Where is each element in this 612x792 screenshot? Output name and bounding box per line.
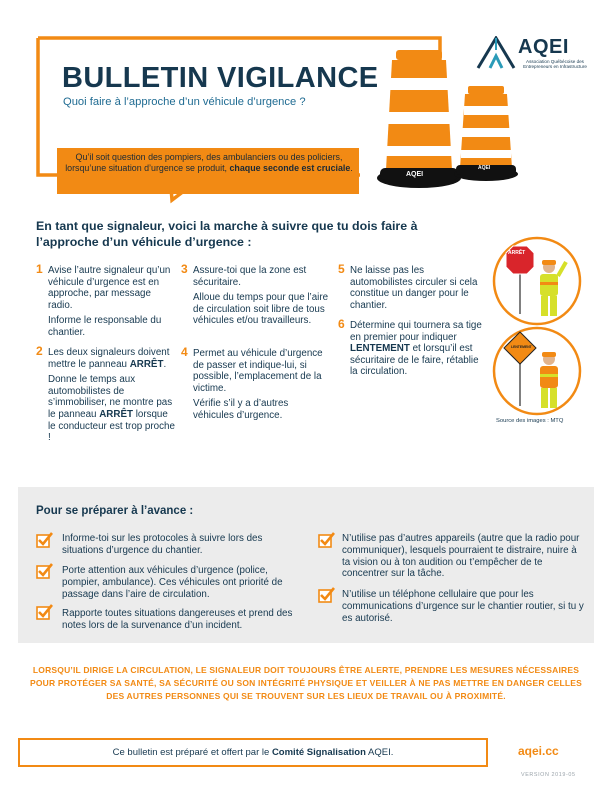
prep-item: Porte attention aux véhicules d’urgence (police, pompier, ambulance). Ces véhicules ont priorité de passage dans l’aire de circulation. [62,565,283,600]
steps-intro: En tant que signaleur, voici la marche à suivre que tu dois faire à l’approche d’un véhicule d’urgence : [36,219,418,249]
step-number: 1 [36,262,43,276]
slow-sign-label: LENTEMENT [511,345,532,349]
barrel-label-small: AQEI [478,165,491,171]
step-number: 2 [36,344,43,358]
version-label: VERSION 2019-05 [521,772,576,778]
barrel-label: AQEI [406,171,424,178]
prep-title: Pour se préparer à l’avance : [36,505,194,517]
prep-item: Rapporte toutes situations dangereuses et prend des notes lors de la survenance d’un incident. [62,608,293,631]
step-2 [36,344,178,448]
checkbox-checked-icon [318,531,336,549]
step-5 [338,262,484,315]
checkbox-checked-icon [36,603,54,621]
step-text: Avise l’autre signaleur qu’un véhicule d’urgence est en approche, par message radio. [48,265,171,311]
step-text: Les deux signaleurs doivent mettre le panneau ARRÊT. [48,347,170,370]
step-text: Détermine qui tournera sa tige en premier pour indiquer LENTEMENT et lorsqu’il est sécuritaire de le faire, rétablie la circulation. [350,320,482,378]
step-text: Permet au véhicule d’urgence de passer et indique-lui, si possible, l’emplacement de la victime. [193,348,323,394]
intro-end: . [350,162,353,173]
flagger-stop-illustration [492,236,582,326]
checkbox-checked-icon [36,562,54,580]
step-number: 3 [181,262,188,276]
footer-text: Ce bulletin est préparé et offert par le Comité Signalisation AQEI. [112,747,394,758]
checkbox-checked-icon [318,586,336,604]
page-subtitle: Quoi faire à l’approche d’un véhicule d’urgence ? [63,96,306,108]
stop-sign-label: ARRÊT [508,250,526,256]
step-number: 6 [338,317,345,331]
step-number: 4 [181,345,188,359]
step-text: Assure-toi que la zone est sécuritaire. [193,265,307,288]
flagger-slow-illustration [492,326,582,416]
page-title: BULLETIN VIGILANCE [62,62,379,94]
prep-item: N’utilise pas d’autres appareils (autre que la radio pour communiquer), lesquels pourraient te distraire, nuire à ta vision ou à ton audition ou t’empêcher de te concentrer sur la tâche. [342,533,580,580]
prep-item: Informe-toi sur les protocoles à suivre lors des situations d’urgence du chantier. [62,533,263,556]
step-text: Informe le responsable du chantier. [48,315,162,338]
step-1 [36,262,178,343]
aqei-logo-icon [476,36,516,70]
step-text: Ne laisse pas les automobilistes circuler si cela constitue un danger pour le chantier. [350,265,478,311]
checkbox-checked-icon [36,531,54,549]
intro-highlight-text [62,152,356,173]
logo-tagline: Association Québécoise des Entrepreneurs en Infrastructure [523,59,587,70]
step-3 [181,262,331,331]
intro-text: Qu’il soit question des pompiers, des ambulanciers ou des policiers, lorsqu’une situation d’urgence se produit, [65,152,343,173]
website-link[interactable]: aqei.cc [518,744,559,758]
intro-emphasis: chaque seconde est cruciale [229,162,351,173]
logo-name: AQEI [518,36,569,58]
step-6 [338,317,484,382]
step-text: Alloue du temps pour que l’aire de circulation soit libre de tous véhicules et/ou travailleurs. [193,292,329,327]
traffic-barrel-icon [377,50,461,188]
step-text: Donne le temps aux automobilistes de s’immobiliser, ne montre pas le panneau ARRÊT lorsque le conducteur est trop proche ! [48,374,175,444]
step-4 [181,345,331,426]
safety-warning: LORSQU’IL DIRIGE LA CIRCULATION, LE SIGNALEUR DOIT TOUJOURS ÊTRE ALERTE, PRENDRE LES MESURES NÉCESSAIRES POUR PROTÉGER SA SANTÉ, SA SÉCURITÉ OU SON INTÉGRITÉ PHYSIQUE ET VEILLER À NE PAS METTRE EN DANGER CELLES DES AUTRES PERSONNES QUI SE TROUVENT SUR LES LIEUX DE TRAVAIL OU À PROXIMITÉ. [30,665,582,701]
step-number: 5 [338,262,345,276]
step-text: Vérifie s’il y a d’autres véhicules d’urgence. [193,398,289,421]
prep-item: N’utilise un téléphone cellulaire que pour les communications d’urgence sur le chantier routier, si tu y es autorisé. [342,589,584,624]
image-source: Source des images : MTQ [496,418,564,424]
